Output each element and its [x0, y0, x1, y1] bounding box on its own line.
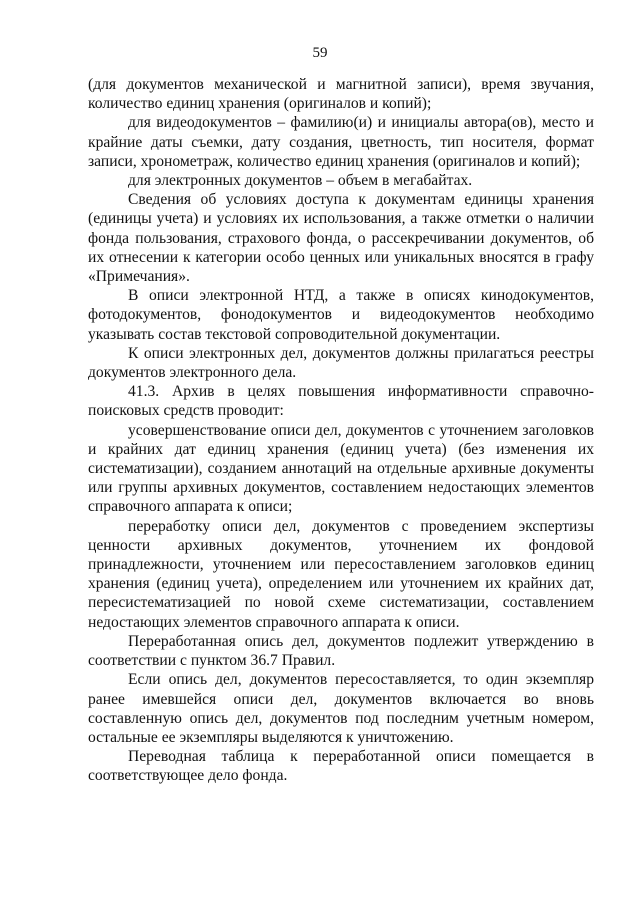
paragraph-video-documents: для видеодокументов – фамилию(и) и инициалы автора(ов), место и крайние даты съемки, дату создания, цветность, тип носителя, формат записи, хронометраж, количество единиц хранения (оригиналов и копий);: [88, 114, 594, 170]
page-number: 59: [312, 45, 328, 61]
paragraph-revision: переработку описи дел, документов с проведением экспертизы ценности архивных документов, уточнением их фондовой принадлежности, уточнением или пересоставлением заголовков единиц хранения (единиц учета), определением или уточнением их крайних дат, пересистематизацией по новой схеме систематизации, составлением недостающих элементов справочного аппарата к описи.: [88, 517, 594, 631]
paragraph-continuation: (для документов механической и магнитной записи), время звучания, количество единиц хранения (оригиналов и копий);: [88, 76, 594, 113]
paragraph-recompilation: Если опись дел, документов пересоставляется, то один экземпляр ранее имевшейся описи дел, документов включается во вновь составленную опись дел, документов под последним учетным номером, остальные ее экземпляры выделяются к уничтожению.: [88, 671, 594, 746]
paragraph-approval: Переработанная опись дел, документов подлежит утверждению в соответствии с пунктом 36.7 Правил.: [88, 632, 594, 670]
paragraph-improvement: усовершенствование описи дел, документов с уточнением заголовков и крайних дат единиц хранения (единиц учета) (без изменения их систематизации), созданием аннотаций на отдельные архивные документы или группы архивных документов, составлением недостающих элементов справочного аппарата к описи;: [88, 421, 594, 516]
document-body: [88, 75, 594, 786]
paragraph-electronic-files: К описи электронных дел, документов должны прилагаться реестры документов электронного дела.: [88, 344, 594, 382]
paragraph-section-41-3: 41.3. Архив в целях повышения информативности справочно-поисковых средств проводит:: [88, 383, 594, 420]
paragraph-conversion-table: Переводная таблица к переработанной описи помещается в соответствующее дело фонда.: [88, 748, 594, 785]
paragraph-access-conditions: Сведения об условиях доступа к документам единицы хранения (единицы учета) и условиях их использования, а также отметки о наличии фонда пользования, страхового фонда, о рассекречивании документов, об их отнесении к категории особо ценных или уникальных вносятся в графу «Примечания».: [88, 191, 594, 286]
paragraph-electronic-documents: для электронных документов – объем в мегабайтах.: [128, 172, 473, 190]
paragraph-electronic-ntd: В описи электронной НТД, а также в описях кинодокументов, фотодокументов, фонодокументов и видеодокументов необходимо указывать состав текстовой сопроводительной документации.: [88, 287, 594, 343]
